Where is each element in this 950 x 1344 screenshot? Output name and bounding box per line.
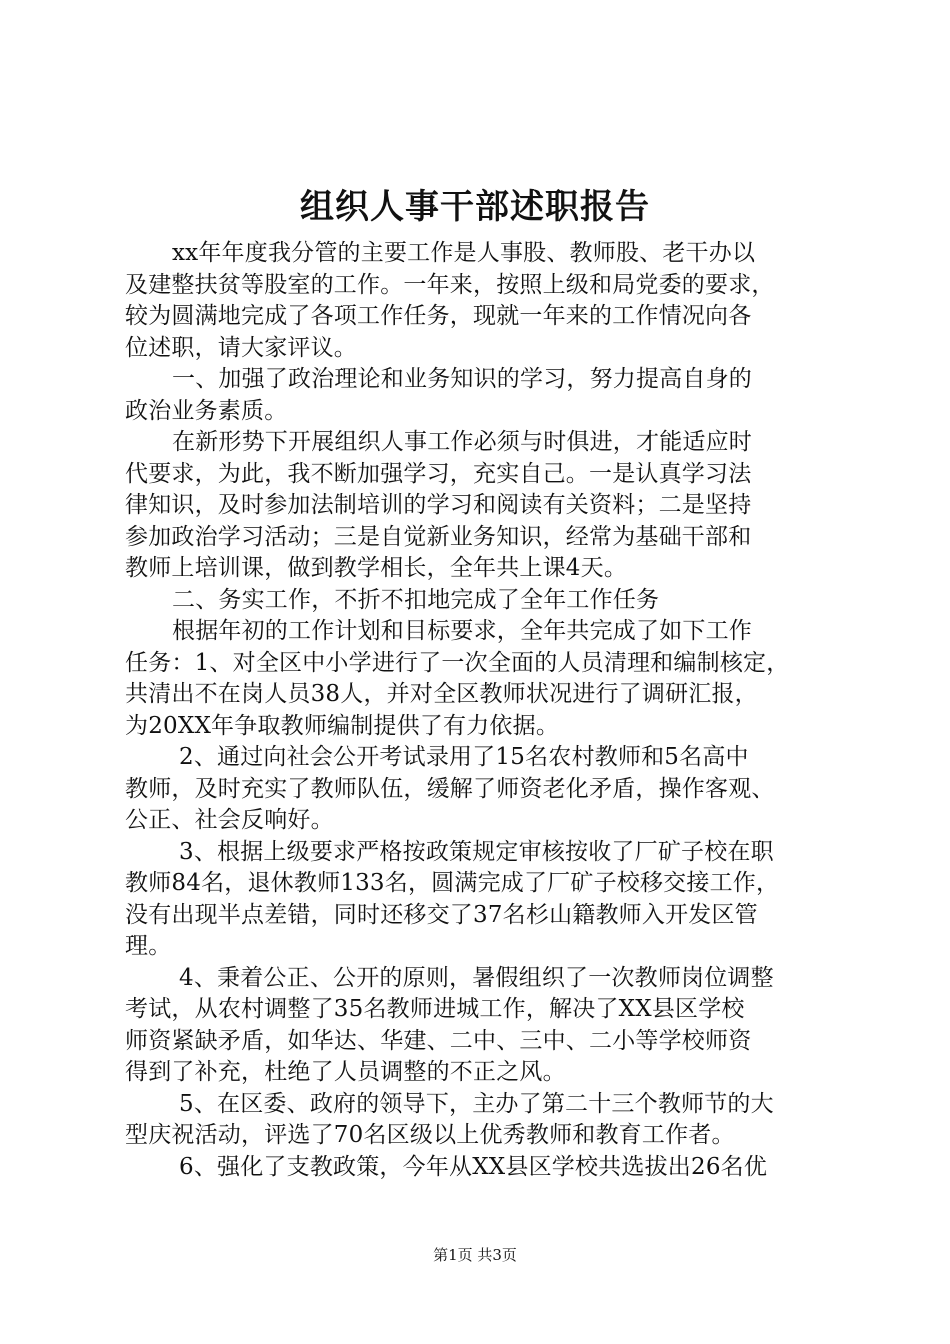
text-line: 代要求，为此，我不断加强学习，充实自己。一是认真学习法 xyxy=(125,460,752,487)
list-item-2: 2、通过向社会公开考试录用了15名农村教师和5名高中 xyxy=(179,744,749,770)
text-line: 公正、社会反响好。 xyxy=(125,807,334,833)
text-line: 得到了补充，杜绝了人员调整的不正之风。 xyxy=(125,1059,566,1085)
text-line: 教师84名，退休教师133名，圆满完成了厂矿子校移交接工作， xyxy=(125,870,780,896)
text-line: 较为圆满地完成了各项工作任务，现就一年来的工作情况向各 xyxy=(125,303,752,329)
text-line: 及建整扶贫等股室的工作。一年来，按照上级和局党委的要求， xyxy=(125,271,775,298)
section-heading-1: 一、加强了政治理论和业务知识的学习，努力提高自身的 xyxy=(172,366,752,392)
text-line: 位述职，请大家评议。 xyxy=(125,334,357,361)
report-body xyxy=(125,238,830,1183)
text-line: 没有出现半点差错，同时还移交了37名杉山籍教师入开发区管 xyxy=(125,901,758,928)
text-line: 参加政治学习活动；三是自觉新业务知识，经常为基础干部和 xyxy=(125,523,752,550)
text-line: 任务：1、对全区中小学进行了一次全面的人员清理和编制核定， xyxy=(125,649,790,676)
text-line: 律知识，及时参加法制培训的学习和阅读有关资料；二是坚持 xyxy=(125,492,752,518)
text-line: 型庆祝活动，评选了70名区级以上优秀教师和教育工作者。 xyxy=(125,1122,735,1148)
text-line: 教师上培训课，做到教学相长，全年共上课4天。 xyxy=(125,555,628,581)
list-item-6: 6、强化了支教政策，今年从XX县区学校共选拔出26名优 xyxy=(179,1153,768,1180)
text-line: 在新形势下开展组织人事工作必须与时俱进，才能适应时 xyxy=(172,429,752,455)
text-line: 教师，及时充实了教师队伍，缓解了师资老化矛盾，操作客观、 xyxy=(125,775,775,802)
text-line: 政治业务素质。 xyxy=(125,397,288,424)
text-line: 考试，从农村调整了35名教师进城工作，解决了XX县区学校 xyxy=(125,996,745,1022)
page-number-footer: 第1页 共3页 xyxy=(433,1246,517,1264)
text-line: 理。 xyxy=(125,933,172,959)
text-line: 根据年初的工作计划和目标要求，全年共完成了如下工作 xyxy=(172,618,752,644)
text-line: xx年年度我分管的主要工作是人事股、教师股、老干办以 xyxy=(172,240,756,266)
page-title: 组织人事干部述职报告 xyxy=(300,187,650,227)
text-line: 为20XX年争取教师编制提供了有力依据。 xyxy=(125,712,560,739)
list-item-3: 3、根据上级要求严格按政策规定审核按收了厂矿子校在职 xyxy=(179,838,774,865)
section-heading-2: 二、务实工作，不折不扣地完成了全年工作任务 xyxy=(172,586,660,613)
text-line: 共清出不在岗人员38人，并对全区教师状况进行了调研汇报， xyxy=(125,681,758,707)
list-item-4: 4、秉着公正、公开的原则，暑假组织了一次教师岗位调整 xyxy=(179,964,774,991)
list-item-5: 5、在区委、政府的领导下，主办了第二十三个教师节的大 xyxy=(179,1090,774,1117)
text-line: 师资紧缺矛盾，如华达、华建、二中、三中、二小等学校师资 xyxy=(125,1027,752,1054)
